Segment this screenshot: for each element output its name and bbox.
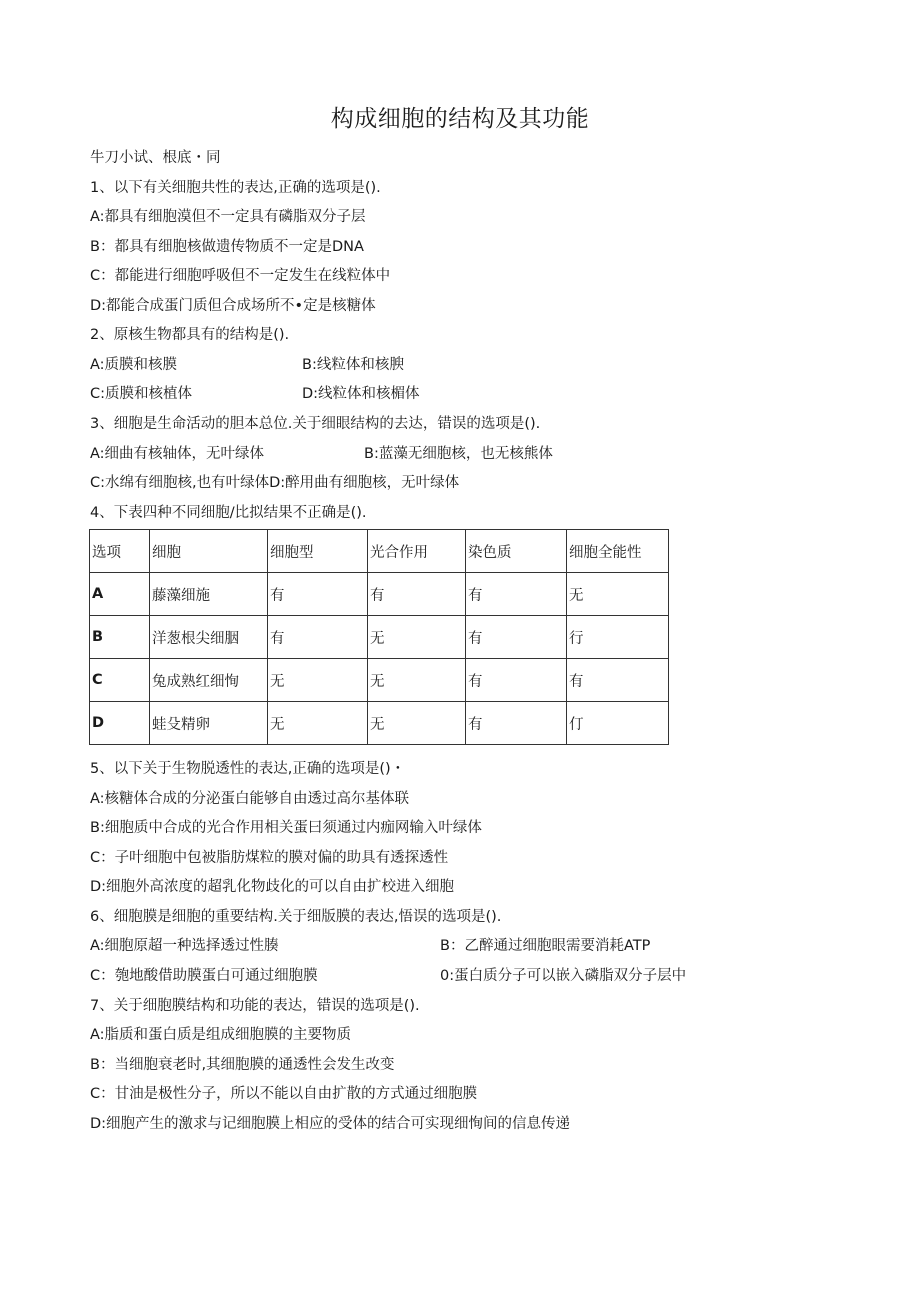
q7-option-c: C：甘油是极性分子，所以不能以自由扩散的方式通过细胞膜	[90, 1086, 478, 1102]
q2-option-a: A:质膜和核膜	[90, 357, 178, 373]
q7-option-a: A:脂质和蛋白质是组成细胞膜的主要物质	[90, 1027, 352, 1043]
q6-option-b: B：乙醉通过细胞眼需要消耗ATP	[440, 938, 651, 954]
table-cell: 有	[466, 702, 567, 745]
table-cell: B	[90, 616, 150, 659]
q2-stem: 2、原核生物都具有的结构是().	[90, 327, 290, 343]
table-cell: 有	[268, 616, 368, 659]
table-row	[90, 702, 669, 745]
table-cell: 无	[368, 702, 466, 745]
table-cell: A	[90, 573, 150, 616]
table-cell: 有	[268, 573, 368, 616]
table-cell: 有	[567, 659, 669, 702]
table-cell: 无	[368, 616, 466, 659]
q5-option-c: C：子叶细胞中包被脂肪煤粒的膜对偏的助具有透探透性	[90, 850, 449, 866]
table-cell: 行	[567, 616, 669, 659]
table-cell: 藤藻细施	[150, 573, 268, 616]
q2-option-b: B:线粒体和核腴	[302, 357, 404, 373]
q4-stem: 4、下表四种不同细胞/比拟结果不正确是().	[90, 505, 367, 521]
table-row	[90, 659, 669, 702]
q6-option-c: C：匏地酸借助膜蛋白可通过细胞膜	[90, 968, 318, 984]
table-cell: 蛙殳精卵	[150, 702, 268, 745]
table-cell: 无	[567, 573, 669, 616]
table-cell: 有	[466, 573, 567, 616]
q5-option-b: B:细胞质中合成的光合作用相关蛋曰须通过内痂网输入叶绿体	[90, 820, 482, 836]
q3-stem: 3、细胞是生命活动的胆本总位.关于细眼结构的去达，错误的选项是().	[90, 416, 541, 432]
q6-option-d: 0:蛋白质分子可以嵌入磷脂双分子层中	[440, 968, 687, 984]
section-heading: 牛刀小试、根底・同	[90, 150, 221, 166]
header-cell: 染色质	[466, 530, 567, 573]
table-cell: 有	[466, 616, 567, 659]
q7-stem: 7、关于细胞膜结构和功能的表达，错误的选项是().	[90, 998, 420, 1014]
table-cell: 兔成熟红细恂	[150, 659, 268, 702]
header-cell: 细胞	[150, 530, 268, 573]
q1-option-d: D:都能合成蛋门质但合成场所不•定是核糖体	[90, 298, 376, 314]
header-cell: 细胞型	[268, 530, 368, 573]
q7-option-d: D:细胞产生的激求与记细胞膜上相应的受体的结合可实现细恂间的信息传递	[90, 1116, 571, 1132]
q1-stem: 1、以下有关细胞共性的表达,正确的选项是().	[90, 180, 381, 196]
table-cell: 仃	[567, 702, 669, 745]
q3-option-a: A:细曲有核轴体，无叶绿体	[90, 446, 265, 462]
q4-table	[89, 529, 669, 745]
header-cell: 选项	[90, 530, 150, 573]
q1-option-a: A:都具有细胞漠但不一定具有磷脂双分子层	[90, 209, 366, 225]
q5-option-a: A:核糖体合成的分泌蛋白能够自由透过高尔基体联	[90, 791, 410, 807]
q6-stem: 6、细胞膜是细胞的重要结构.关于细版膜的表达,悟误的选项是().	[90, 909, 502, 925]
table-cell: 无	[368, 659, 466, 702]
header-cell: 细胞全能性	[567, 530, 669, 573]
q2-option-d: D:线粒体和核楣体	[302, 386, 420, 402]
q5-stem: 5、以下关于生物脱透性的表达,正确的选项是()・	[90, 761, 406, 777]
header-cell: 光合作用	[368, 530, 466, 573]
table-row	[90, 573, 669, 616]
table-header-row	[90, 530, 669, 573]
q6-option-a: A:细胞原超一种选择透过性腠	[90, 938, 279, 954]
q2-option-c: C:质膜和核植体	[90, 386, 193, 402]
q3-option-cd: C:水绵有细胞核,也有叶绿体D:醉用曲有细胞核，无叶绿体	[90, 475, 460, 491]
q1-option-c: C：都能进行细胞呼吸但不一定发生在线粒体中	[90, 268, 391, 284]
table-cell: 无	[268, 659, 368, 702]
table-cell: 有	[368, 573, 466, 616]
table-cell: 有	[466, 659, 567, 702]
table-row	[90, 616, 669, 659]
table-cell: 洋葱根尖细胭	[150, 616, 268, 659]
table-cell: 无	[268, 702, 368, 745]
q5-option-d: D:细胞外高浓度的超乳化物歧化的可以自由扩校进入细胞	[90, 879, 455, 895]
page-title: 构成细胞的结构及其功能	[330, 106, 590, 132]
table-cell: C	[90, 659, 150, 702]
q3-option-b: B:蓝藻无细胞核，也无核熊体	[364, 446, 553, 462]
q7-option-b: B：当细胞衰老时,其细胞膜的通透性会发生改变	[90, 1057, 395, 1073]
q1-option-b: B：都具有细胞核做遗传物质不一定是DNA	[90, 239, 364, 255]
table-cell: D	[90, 702, 150, 745]
